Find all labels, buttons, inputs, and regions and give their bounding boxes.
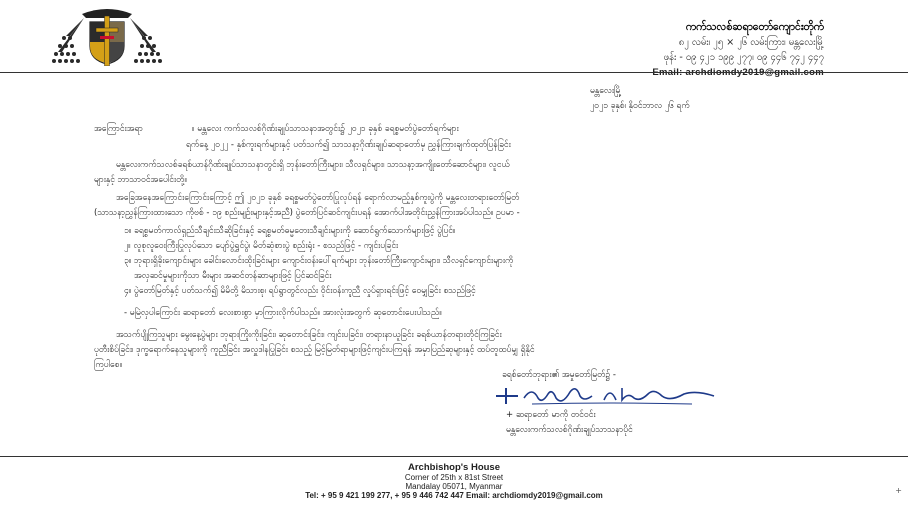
signature-block [492,370,772,450]
prayer-line: - မမြဲလှပါကြောင်း ဆရာတော် လေးစားစွာ မှာကြားလိုက်ပါသည်။ အားလုံးအတွက် ဆုတောင်းပေးပါသည်။ [124,308,442,318]
header-divider [0,72,908,73]
footer-line-2: Mandalay 05071, Myanmar [405,482,503,491]
footer-divider [0,456,908,457]
date-block [590,84,690,114]
signer-name: + ဆရာတော် မာကို တင်ဝင်း [506,410,596,420]
signer-title: မန္တလေးကက်သလစ်ဂိုဏ်းချုပ်သာသနာပိုင် [506,425,633,435]
page-mark: + [895,486,902,495]
para2-line-1: အခြေအနေအကြောင်းကြောင်းကြောင့် ဤ ၂၀၂၁ ခုနှစ် ခရစ္စမတ်ပွဲတော်ပြုလုပ်ရန် ရောက်လာမည့်နှစ်ကူးပွဲကို မန္တလေးတရားတော်မြတ် [116,193,520,203]
para2-line-2: (သာသနာ့ညွှန်ကြားထားသော ကိုဗစ် - ၁၉ စည်းမျဉ်းများနှင့်အညီ) ပွဲတော်ပြင်ဆင်ကျင်းပရန် အောက်ပါအတိုင်းညွှန်ကြားအပ်ပါသည်။ ဥပမာ - [94,208,520,218]
para3-line-1: အသက်ပျိုကြသူများ မွေးနေ့ပွဲများ ဘုရားကြိုးကိုးခြင်း၊ ဆုတောင်းခြင်း၊ ကျင်းပခြင်း၊ တရားနာယူခြင်း ခရစ်ယာန်တရားတိုင်ကြခြင်း [116,330,502,340]
letterhead [652,20,824,80]
signature-icon [492,382,722,408]
para3-line-2: ပုတီးစိပ်ခြင်း၊ ဒုက္ခရောက်နေသူများကို ကူညီခြင်း အလှူဒါနပြုခြင်း စသည့် မြင့်မြတ်ရာများဖြင့်ကျင်းပကြရန် အမှာပြည်ဆုများနှင့် ထပ်တူထပ်မျှ ရှိနိုင် [94,345,535,355]
org-email: Email: archdiomdy2019@gmail.com [652,67,824,78]
footer-title: Archbishop's House [408,462,500,473]
footer-contact: Tel: + 95 9 421 199 277, + 95 9 446 742 447 Email: archdiomdy2019@gmail.com [305,491,603,500]
subject-line-2: ရက်နေ့ ၂၀၂၂ - နှစ်ကူးရက်များနှင့် ပတ်သက်၍ သာသနာ့ဂိုဏ်းချုပ်ဆရာတော်မှ ညွှန်ကြားချက်ထုတ်ပြန်ခြင်း [186,140,511,150]
list-item-1: ၁။ ခရစ္စမတ်ကာလ်ရှည်သီချင်းသီဆိုခြင်းနှင့် ခရစ္စမတ်ဓမ္မတေးသီချင်းများကို ဆောင်ရွက်သောက်များဖြင့် ပွဲပြင်။ [124,226,456,236]
org-name: ကက်သလစ်ဆရာတော်ကျောင်းတိုက် [685,21,824,33]
letter-city: မန္တလေးမြို့ [590,86,622,96]
list-item-3: ၃။ ဘုရားရှိခိုးကျောင်းများ ခေါင်းလောင်းထိုးခြင်းများ ကျောင်းဝန်းပေါ်ရက်များ ဘုန်းတော်ကြီးကျောင်းများ၊ သီလရှင်ကျောင်းများကို [124,256,514,266]
subject-line-1: ။ မန္တလေး ကက်သလစ်ဂိုဏ်းချုပ်သာသနာအတွင်း၌ ၂၀၂၁ ခုနှစ် ခရစ္စမတ်ပွဲတော်ရက်များ [192,124,459,134]
footer-line-1: Corner of 25th x 81st Street [404,473,504,482]
list-item-3-cont: အလှဆင်မှုများကိုသာ မီးများ အဆင်တန်ဆာများဖြင့် ပြင်ဆင်ခြင်း [134,271,332,281]
letter-date: ၂၀၂၁ ခုနှစ်၊ နိုဝင်ဘာလ ၂၆ ရက် [590,101,690,111]
list-item-2: ၂။ လူစုလူဝေးကြီးပြုလုပ်သော ပျော်ပွဲရွှင်ပွဲ၊ မိတ်ဆုံစားပွဲ စည်းရုံး - စသည်ဖြင့် - ကျင်းပခြင်း [124,241,399,251]
coat-of-arms-icon [48,6,166,66]
closing-line: ခရစ်တော်ဘုရား၏ အမှုတော်မြတ်၌ - [502,370,616,380]
para3-line-3: ကြပါစေ။ [94,360,123,370]
para1-line-1: မန္တလေးကက်သလစ်ခရစ်ယာန်ဂိုဏ်းချုပ်သာသနာတွင်းရှိ ဘုန်းတော်ကြီးများ၊ သီလရှင်များ၊ သာသနာ့အကျိုးတော်ဆောင်များ၊ လူငယ် [116,160,510,170]
subject-label: အကြောင်းအရာ [94,124,143,134]
org-phone: ဖုန်း - ၀၉ ၄၂၁ ၁၉၉ ၂၇၇၊ ၀၉ ၄၄၆ ၇၄၂ ၄၄၇ [663,52,824,63]
list-item-4: ၄။ ပွဲတော်မြတ်နှင့် ပတ်သက်၍ မိမိတို့ မိသားစု၊ ရပ်ရွာတွင်လည်း ဝိုင်းဝန်းကူညီ လှုပ်ရှားရင်းဖြင့် ဝေမျှခြင်း စသည်ဖြင့် [124,286,476,296]
footer [0,462,908,500]
org-address: ၈၂ လမ်း၊ ၂၅ × ၂၆ လမ်းကြား၊ မန္တလေးမြို့ [678,37,824,48]
para1-line-2: များနှင့် ဘာသာဝင်အပေါင်းတို့။ [94,175,187,185]
